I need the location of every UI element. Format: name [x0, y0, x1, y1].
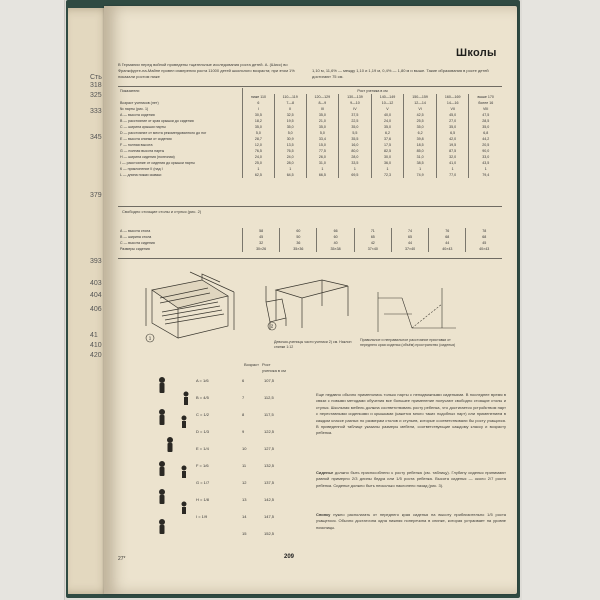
height-age: 6 — [242, 378, 245, 383]
height-value: 112,5 — [264, 395, 274, 400]
table-cell: 33,0 — [469, 154, 502, 160]
table-cell: IV — [339, 106, 372, 112]
table-cell: I — [243, 106, 275, 112]
table-cell: 1 — [274, 166, 306, 172]
margin-number: 420 — [90, 352, 102, 359]
table-cell: 28,5 — [469, 118, 502, 124]
table-cell: 22,5 — [339, 118, 372, 124]
table-cell: 24,0 — [274, 154, 306, 160]
table-cell: 37,5 — [339, 112, 372, 118]
table-column-header: 160—169 — [436, 94, 469, 100]
height-value: 142,5 — [264, 497, 275, 502]
table-cell: 76,5 — [274, 148, 306, 154]
height-value: 127,5 — [264, 446, 275, 451]
table-cell: 36,0 — [371, 160, 404, 166]
table-cell: 69,5 — [339, 172, 372, 178]
table-column-header: 130—139 — [339, 94, 372, 100]
desk-chair-table — [118, 228, 502, 252]
table-row-label: К — приклонение II (над I — [120, 167, 163, 171]
intro-paragraph: В Германии перед войной проведены тщательные исследования роста детей. А. (Шисс) во Франкфурте-на-Майне провел измерения роста 11000 детей школьного возраста; при этом 1% показали ростом ниже — [118, 62, 295, 79]
table-cell: VII — [436, 106, 469, 112]
table-cell: 40 — [317, 240, 354, 246]
table-rule-top — [118, 86, 502, 87]
margin-number: 325 — [90, 92, 102, 99]
table-cell: 26,0 — [306, 154, 339, 160]
table-cell: 72,3 — [371, 172, 404, 178]
table-cell: 37,6 — [371, 136, 404, 142]
margin-number: 410 — [90, 342, 102, 349]
figure-2-label: 2 — [270, 323, 274, 329]
table-cell: 78 — [466, 228, 502, 234]
table-cell: 6 — [243, 100, 275, 106]
table-cell: 1 — [371, 166, 404, 172]
table-cell: 65 — [354, 234, 391, 240]
height-formula: G = 1/7 — [196, 480, 210, 485]
table-cell: 27,0 — [436, 118, 469, 124]
table-cell: 60 — [280, 228, 317, 234]
height-table-age-header: Возраст — [244, 362, 259, 367]
table-cell: 35,5 — [339, 136, 372, 142]
table-column-header: 150—159 — [404, 94, 437, 100]
height-row — [156, 425, 306, 439]
backrest-heading: Спинку — [316, 512, 331, 517]
table-cell: 5,0 — [274, 130, 306, 136]
table-row-label: D — расстояние от места рекомендованного до ног — [120, 131, 207, 135]
table-cell: 71 — [354, 228, 391, 234]
height-row — [156, 442, 306, 456]
table-cell: 79,4 — [469, 172, 502, 178]
table-cell: 25,5 — [404, 118, 437, 124]
height-value: 147,5 — [264, 514, 275, 519]
table-cell: 74 — [391, 228, 428, 234]
table-cell: 12—14 — [404, 100, 437, 106]
table-cell: 65 — [391, 234, 428, 240]
table-cell: 39,8 — [404, 136, 437, 142]
table-row-label: А — высота сидения — [120, 113, 155, 117]
table-cell: 32,0 — [436, 154, 469, 160]
table-cell: 6,5 — [436, 130, 469, 136]
table-row-label: А — высота стола — [120, 229, 151, 233]
table-cell: 24,0 — [243, 154, 275, 160]
height-row — [156, 459, 306, 473]
table-cell: 28,7 — [243, 136, 275, 142]
table-cell: 80,0 — [339, 148, 372, 154]
page-number: 209 — [284, 554, 295, 560]
table-cell: 40×43 — [466, 246, 502, 252]
height-formula: C = 1/2 — [196, 412, 210, 417]
table-cell: 9—10 — [339, 100, 372, 106]
table-cell: 8—9 — [306, 100, 339, 106]
table-row-label: С — высота сидения — [120, 241, 155, 245]
table-cell: 30,5 — [243, 112, 275, 118]
figure-1-school-desk — [140, 268, 240, 346]
table-row-label: F — полная высота — [120, 143, 153, 147]
table-cell: 58 — [243, 228, 280, 234]
seat-text: должно быть приспособлено к росту ребенка (см. таблицу). Глубину сиденья принимают равной примерно 2/3 длины бедра или 1/5 роста ребенка. Высота сиденья — около 2/7 роста ребенка. Сиденье должно быть несколько наклонено назад (рис. 3). — [316, 470, 506, 488]
table-row-label: I — расстояние от сидения до крышки парты — [120, 161, 195, 165]
table-cell: 45,0 — [436, 112, 469, 118]
margin-number: 406 — [90, 306, 102, 313]
table-cell: 6,8 — [469, 130, 502, 136]
table-cell: VI — [404, 106, 437, 112]
intro-paragraph-right: 1,10 м, 11,6% — между 1,10 и 1,19 м, 0,4% — 1,80 м и выше. Такие образования в росте детей достигают 75 см. — [312, 68, 489, 79]
table-cell: 6,2 — [371, 130, 404, 136]
table-cell: 36 — [280, 240, 317, 246]
height-formula: F = 1/6 — [196, 463, 209, 468]
table-cell: 30×26 — [243, 246, 280, 252]
table-cell: 1 — [243, 166, 275, 172]
table-cell: 6,2 — [404, 130, 437, 136]
table-cell: 30,9 — [274, 136, 306, 142]
table-cell: 18,5 — [404, 142, 437, 148]
height-row — [156, 391, 306, 405]
table-cell: 66,5 — [306, 172, 339, 178]
height-formula: A = 1/6 — [196, 378, 209, 383]
table-cell: 1 — [404, 166, 437, 172]
table-row-label: В — ширина стола — [120, 235, 152, 239]
table-cell: 42,5 — [404, 112, 437, 118]
table-cell: III — [306, 106, 339, 112]
table-cell: 30,0 — [371, 154, 404, 160]
table-cell: 74,9 — [404, 172, 437, 178]
table-column-header: выше 170 — [469, 94, 502, 100]
table-cell: 21,0 — [306, 118, 339, 124]
table-cell: 32,5 — [274, 112, 306, 118]
table-cell: 82,5 — [371, 148, 404, 154]
table-cell: 35,0 — [306, 112, 339, 118]
margin-number: 333 — [90, 108, 102, 115]
table-cell: 42 — [354, 240, 391, 246]
body-paragraph-seat — [316, 470, 506, 489]
margin-number: Сть — [90, 74, 102, 81]
table-cell: 18,2 — [243, 118, 275, 124]
table-column-header: 120—129 — [306, 94, 339, 100]
table-cell: 35×36 — [280, 246, 317, 252]
margin-number: 41 — [90, 332, 98, 339]
table-cell: 35×38 — [317, 246, 354, 252]
figure-3-caption: Правильное и неправильное расстояние приставки от переднего края сиденья (объём) пространство (сиденья) — [360, 338, 456, 347]
table-cell: 37×40 — [391, 246, 428, 252]
table-cell: 44,2 — [469, 136, 502, 142]
table-cell: 43,5 — [469, 160, 502, 166]
table-cell: 28,0 — [339, 154, 372, 160]
table-cell: 31,0 — [404, 154, 437, 160]
table-cell: 90,0 — [469, 148, 502, 154]
table-cell: 13,5 — [274, 142, 306, 148]
table-cell: 33,4 — [306, 136, 339, 142]
height-row — [156, 408, 306, 422]
table-cell: 66 — [317, 228, 354, 234]
table-cell: 1 — [436, 166, 469, 172]
body-paragraph-backrest — [316, 512, 506, 531]
table-row-label: В — расстояние от края крышки до сидения — [120, 119, 194, 123]
height-row — [156, 510, 306, 524]
table-cell: 38,5 — [404, 160, 437, 166]
height-value: 122,5 — [264, 429, 275, 434]
table-cell: 19,5 — [436, 142, 469, 148]
height-value: 137,5 — [264, 480, 275, 485]
height-age: 11 — [242, 463, 247, 468]
table-cell: 28,0 — [274, 160, 306, 166]
height-value: 152,5 — [264, 531, 275, 536]
table-cell: 37×40 — [354, 246, 391, 252]
table-cell: 35,0 — [306, 124, 339, 130]
table-cell: 12,0 — [243, 142, 275, 148]
table-cell: 77,0 — [436, 172, 469, 178]
table-cell: 31,0 — [306, 160, 339, 166]
height-value: 107,5 — [264, 378, 275, 383]
margin-number: 404 — [90, 292, 102, 299]
book-page — [104, 6, 517, 594]
table-column-header: 110—119 — [274, 94, 306, 100]
backrest-text: нужно располагать от переднего края сиденья на высоту приблизительно 1/5 роста учащегося. Обычно достаточна одна нижняя поперечина в спинке, которая устраивает на уровне поясницы. — [316, 512, 506, 530]
table-cell: 35,0 — [371, 124, 404, 130]
height-age: 8 — [242, 412, 245, 417]
table-cell: 20,5 — [469, 142, 502, 148]
height-formula: D = 1/3 — [196, 429, 210, 434]
table-cell: 24,0 — [371, 118, 404, 124]
table-cell: 14—16 — [436, 100, 469, 106]
height-formula: E = 1/4 — [196, 446, 209, 451]
background-board-right — [522, 0, 600, 600]
table-cell: 5,0 — [306, 130, 339, 136]
height-row — [156, 476, 306, 490]
figure-2-table-chair — [262, 272, 354, 332]
table-cell: V — [371, 106, 404, 112]
table-cell: 10—12 — [371, 100, 404, 106]
table-cell: 68 — [466, 234, 502, 240]
table-cell: 76,5 — [243, 148, 275, 154]
table-cell: 5,0 — [243, 130, 275, 136]
table-cell: 40,0 — [371, 112, 404, 118]
table-cell: 35,0 — [243, 124, 275, 130]
table-cell: 33,5 — [339, 160, 372, 166]
table-cell: 35,0 — [404, 124, 437, 130]
table-cell: 1 — [339, 166, 372, 172]
table-row — [118, 172, 502, 178]
table-cell: 87,5 — [436, 148, 469, 154]
table-cell: 68 — [429, 234, 466, 240]
height-age: 15 — [242, 531, 247, 536]
table-header-label: Показатели — [120, 89, 140, 93]
height-age: 13 — [242, 497, 247, 502]
height-formula: I = 1/9 — [196, 514, 208, 519]
table-rule-bottom — [118, 258, 502, 259]
height-value: 132,5 — [264, 463, 275, 468]
table-cell: 62,5 — [243, 172, 275, 178]
table-cell: 5,5 — [339, 130, 372, 136]
table-cell: 45 — [466, 240, 502, 246]
table-row-label: № парты (рис. 1) — [120, 107, 149, 111]
table-row-label: Е — высота спинки от сидения — [120, 137, 172, 141]
table-cell: 15,0 — [306, 142, 339, 148]
table-cell: 35,0 — [469, 124, 502, 130]
table-cell: 50 — [280, 234, 317, 240]
table-cell: 35,0 — [339, 124, 372, 130]
margin-number: 393 — [90, 258, 102, 265]
height-formula: H = 1/8 — [196, 497, 210, 502]
body-paragraph-furniture: Еще недавно обычно применялись только парты с неподвижными сиденьями. В последнее время в связи с новыми методами обучения все большее применение получают свободно стоящие столы и стулья. Школьная мебель должна соответствовать росту ребенка, что достигается устройством парт с переставными сиденьями и крышками (кажется много таких подобных парт) или применением в каждом классе разных по размерам столов и стульев, которые соответствовали бы росту учащихся. В приведенной таблице указаны размеры мебели, соответствующие каждому классу и возрасту ребенка. — [316, 392, 506, 436]
table-cell: 44 — [429, 240, 466, 246]
margin-number: 379 — [90, 192, 102, 199]
table-cell: VIII — [469, 106, 502, 112]
table-row-label: G — полная высота парты — [120, 149, 165, 153]
table-cell: 60 — [317, 234, 354, 240]
table-row — [118, 246, 502, 252]
table-cell: 85,0 — [404, 148, 437, 154]
table-cell: 25,0 — [243, 160, 275, 166]
height-table-height-header: Рост ученика в см — [262, 362, 286, 373]
height-age: 10 — [242, 446, 247, 451]
table-row-label: Размеры сидения — [120, 247, 150, 251]
table-row-label: С — ширина крышки парты — [120, 125, 166, 129]
furniture-table — [118, 88, 502, 178]
figure-3-seat-diagram — [372, 284, 464, 336]
table-column-header: 140—149 — [371, 94, 404, 100]
table-cell: 76 — [429, 228, 466, 234]
table-cell: 16,0 — [339, 142, 372, 148]
height-value: 117,5 — [264, 412, 274, 417]
height-age: 14 — [242, 514, 247, 519]
table-rule-mid — [118, 206, 502, 207]
table-cell: II — [274, 106, 306, 112]
table-column-header: ниже 110 — [243, 94, 275, 100]
table-cell: 1 — [306, 166, 339, 172]
table-cell: 44 — [391, 240, 428, 246]
height-table — [156, 374, 306, 554]
table-row-label: Возраст учеников (лет) — [120, 101, 159, 105]
table-row-label: Н — ширина сидения (полезная) — [120, 155, 175, 159]
table-cell: 42,0 — [436, 136, 469, 142]
table-cell: 35,0 — [274, 124, 306, 130]
height-age: 7 — [242, 395, 245, 400]
seat-heading: Сиденье — [316, 470, 334, 475]
table-cell: 35,0 — [436, 124, 469, 130]
table2-title: Свободно стоящие столы и стулья (рис. 2) — [122, 209, 202, 214]
signature-mark: 27* — [118, 556, 126, 562]
height-age: 12 — [242, 480, 247, 485]
height-formula: B = 4/5 — [196, 395, 209, 400]
table-cell: 41,0 — [436, 160, 469, 166]
figure-2-caption: Девочки-ученицы части ученики 2) см. Наклон спинки 1:12 — [274, 340, 352, 349]
table-row-label: L — длина ножки скамьи — [120, 173, 162, 177]
section-title: Школы — [456, 47, 497, 59]
table-cell: 47,5 — [469, 112, 502, 118]
height-row — [156, 493, 306, 507]
table-cell: 7—8 — [274, 100, 306, 106]
margin-number: 345 — [90, 134, 102, 141]
margin-number: 403 — [90, 280, 102, 287]
figure-1-label: 1 — [148, 335, 152, 341]
table-cell: 19,5 — [274, 118, 306, 124]
height-age: 9 — [242, 429, 245, 434]
table-cell: более 16 — [469, 100, 502, 106]
table-cell: 64,5 — [274, 172, 306, 178]
table-cell: 45 — [243, 234, 280, 240]
table-cell: 17,5 — [371, 142, 404, 148]
height-row — [156, 374, 306, 388]
margin-number: 318 — [90, 82, 102, 89]
table-cell: 32 — [243, 240, 280, 246]
table-cell: 77,5 — [306, 148, 339, 154]
table-cell: 40×43 — [429, 246, 466, 252]
table-header-group: Рост ученика в см — [243, 88, 503, 94]
table-cell: 1 — [469, 166, 502, 172]
background-board-left — [0, 0, 65, 600]
height-row — [156, 527, 306, 541]
